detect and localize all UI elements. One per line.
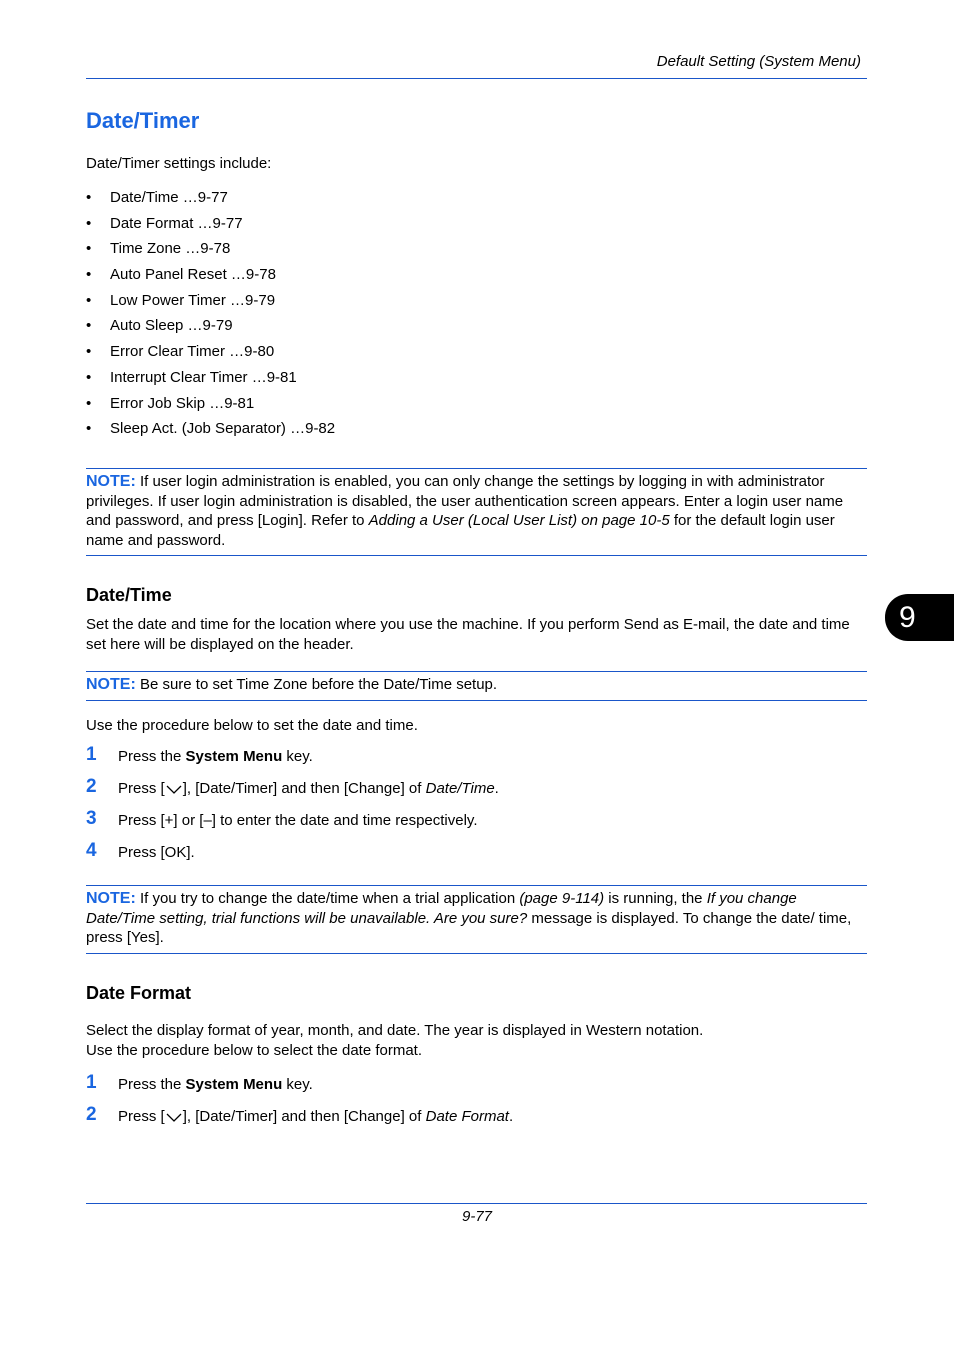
list-item (86, 239, 335, 265)
step-number: 1 (86, 1072, 97, 1093)
step-text: Press the System Menu key. (118, 1076, 313, 1093)
note-bottom-rule (86, 700, 867, 701)
note-label: NOTE: (86, 473, 136, 490)
date-format-procedure-intro: Use the procedure below to select the date format. (86, 1042, 423, 1059)
list-item (86, 188, 335, 214)
bullet: • (86, 368, 92, 386)
bullet: • (86, 214, 92, 232)
list-item (86, 368, 335, 394)
note-top-rule (86, 671, 867, 672)
page-number: 9-77 (461, 1208, 493, 1225)
note-label: NOTE: (86, 890, 136, 907)
list-item (86, 419, 335, 445)
step-number: 2 (86, 1104, 97, 1125)
section-title: Date/Timer (86, 108, 200, 133)
list-item-text: Time Zone …9-78 (110, 240, 231, 258)
list-item-text: Sleep Act. (Job Separator) …9-82 (110, 420, 336, 438)
chevron-down-icon (165, 1111, 183, 1123)
subsection-title-date-time: Date/Time (86, 585, 172, 605)
date-format-description: Select the display format of year, month, and date. The year is displayed in Western notation. (86, 1022, 704, 1039)
list-item-text: Auto Sleep …9-79 (110, 317, 233, 335)
list-item (86, 291, 335, 317)
chapter-tab: 9 (885, 594, 954, 641)
step-number: 2 (86, 776, 97, 797)
note-bottom-rule (86, 555, 867, 556)
list-item-text: Error Job Skip …9-81 (110, 394, 255, 412)
bullet: • (86, 291, 92, 309)
section-intro: Date/Timer settings include: (86, 155, 272, 172)
step-number: 1 (86, 744, 97, 765)
note-time-zone: NOTE: Be sure to set Time Zone before the Date/Time setup. (86, 676, 498, 693)
list-item (86, 214, 335, 240)
note-top-rule (86, 885, 867, 886)
list-item (86, 394, 335, 420)
list-item-text: Auto Panel Reset …9-78 (110, 266, 276, 284)
bullet: • (86, 343, 92, 361)
step-text: Press [ ], [Date/Timer] and then [Change] of Date Format. (118, 1108, 514, 1125)
footer-rule (86, 1203, 867, 1204)
settings-list (86, 188, 335, 445)
list-item-text: Date Format …9-77 (110, 214, 243, 232)
step-number: 4 (86, 840, 97, 861)
header-rule (86, 78, 867, 79)
step-number: 3 (86, 808, 97, 829)
bullet: • (86, 420, 92, 438)
list-item-text: Date/Time …9-77 (110, 189, 228, 206)
subsection-title-date-format: Date Format (86, 983, 192, 1003)
bullet: • (86, 394, 92, 412)
date-time-description: Set the date and time for the location where you use the machine. If you perform Send as E-mail, the date and time set here will be displayed on the header. (86, 616, 850, 653)
list-item (86, 342, 335, 368)
bullet: • (86, 189, 92, 206)
step-text: Press [+] or [–] to enter the date and time respectively. (118, 812, 478, 829)
step-text: Press [ ], [Date/Timer] and then [Change] of Date/Time. (118, 780, 499, 797)
note-label: NOTE: (86, 676, 136, 693)
procedure-intro: Use the procedure below to set the date and time. (86, 717, 418, 734)
note-top-rule (86, 468, 867, 469)
note-trial-application: NOTE: If you try to change the date/time when a trial application (page 9-114) is running, the If you change Date/Time setting, trial functions will be unavailable. Are you sure? message is displayed. To change the date/ time, press [Yes]. (86, 890, 852, 946)
bullet: • (86, 240, 92, 258)
list-item (86, 316, 335, 342)
chevron-down-icon (165, 783, 183, 795)
step-text: Press [OK]. (118, 844, 195, 861)
step-text: Press the System Menu key. (118, 748, 313, 765)
bullet: • (86, 317, 92, 335)
list-item-text: Error Clear Timer …9-80 (110, 343, 275, 361)
list-item (86, 265, 335, 291)
list-item-text: Low Power Timer …9-79 (110, 291, 276, 309)
list-item-text: Interrupt Clear Timer …9-81 (110, 368, 297, 386)
cross-reference: Adding a User (Local User List) on page 10-5 (368, 512, 670, 529)
running-header: Default Setting (System Menu) (656, 53, 861, 70)
note-bottom-rule (86, 953, 867, 954)
note-login: NOTE: If user login administration is enabled, you can only change the settings by logging in with administrator privileges. If user login administration is disabled, the user authentication screen appears. Enter a login user name and password, and press [Login]. Refer to Adding a User (Local User List) on page 10-5 for the default login user name and password. (86, 473, 844, 549)
bullet: • (86, 266, 92, 284)
